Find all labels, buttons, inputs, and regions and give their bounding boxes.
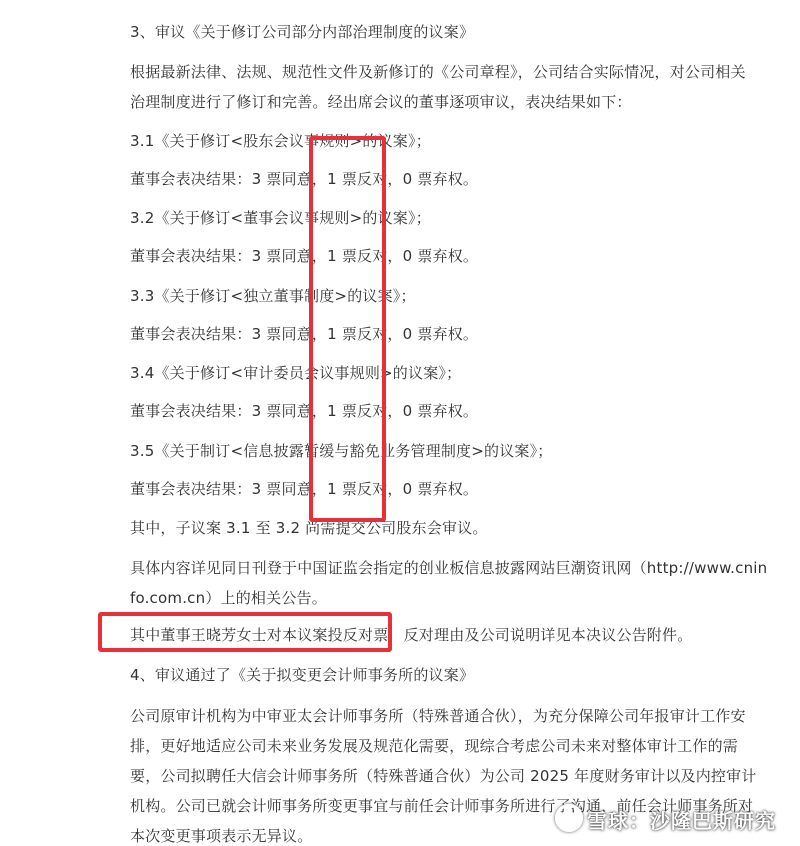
sub-motion-3-3: 3.3《关于修订<独立董事制度>的议案》； xyxy=(130,287,416,305)
snowball-logo-icon xyxy=(555,804,583,832)
sub-motion-3-5: 3.5《关于制订<信息披露暂缓与豁免业务管理制度>的议案》； xyxy=(130,442,553,460)
sub-motion-3-2: 3.2《关于修订<董事会议事规则>的议案》； xyxy=(130,209,431,227)
paragraph-line: 本次变更事项表示无异议。 xyxy=(130,827,313,845)
section-3-heading: 3、审议《关于修订公司部分内部治理制度的议案》 xyxy=(130,23,475,41)
paragraph-line: 根据最新法律、法规、规范性文件及新修订的《公司章程》，公司结合实际情况，对公司相关 xyxy=(130,63,746,81)
paragraph-line: 具体内容详见同日刊登于中国证监会指定的创业板信息披露网站巨潮资讯网（http://www.cnin xyxy=(130,559,768,577)
vote-result-3-1: 董事会表决结果：3 票同意，1 票反对，0 票弃权。 xyxy=(130,170,479,188)
vote-result-3-4: 董事会表决结果：3 票同意，1 票反对，0 票弃权。 xyxy=(130,402,479,420)
sub-motion-3-4: 3.4《关于修订<审计委员会议事规则>的议案》； xyxy=(130,364,462,382)
vote-result-3-2: 董事会表决结果：3 票同意，1 票反对，0 票弃权。 xyxy=(130,247,479,265)
paragraph-line: 排，更好地适应公司未来业务发展及规范化需要，现综合考虑公司未来对整体审计工作的需 xyxy=(130,737,739,755)
paragraph-line: fo.com.cn）上的相关公告。 xyxy=(130,589,327,607)
paragraph-line: 要，公司拟聘任大信会计师事务所（特殊普通合伙）为公司 2025 年度财务审计以及内控审计 xyxy=(130,767,757,785)
paragraph-line: 其中，子议案 3.1 至 3.2 尚需提交公司股东会审议。 xyxy=(130,519,488,537)
section-4-heading: 4、审议通过了《关于拟变更会计师事务所的议案》 xyxy=(130,666,475,684)
paragraph-line: 机构。公司已就会计师事务所变更事宜与前任会计师事务所进行了沟通，前任会计师事务所对 xyxy=(130,797,754,815)
sub-motion-3-1: 3.1《关于修订<股东会议事规则>的议案》； xyxy=(130,132,431,150)
paragraph-line: 公司原审计机构为中审亚太会计师事务所（特殊普通合伙），为充分保障公司年报审计工作安 xyxy=(130,707,746,725)
watermark-text: 雪球：沙隆巴斯研究 xyxy=(587,809,776,833)
watermark xyxy=(555,804,776,834)
dissent-statement: 其中董事王晓芳女士对本议案投反对票，反对理由及公司说明详见本决议公告附件。 xyxy=(130,626,693,644)
paragraph-line: 治理制度进行了修订和完善。经出席会议的董事逐项审议，表决结果如下： xyxy=(130,93,632,111)
vote-result-3-5: 董事会表决结果：3 票同意，1 票反对，0 票弃权。 xyxy=(130,480,479,498)
vote-result-3-3: 董事会表决结果：3 票同意，1 票反对，0 票弃权。 xyxy=(130,325,479,343)
